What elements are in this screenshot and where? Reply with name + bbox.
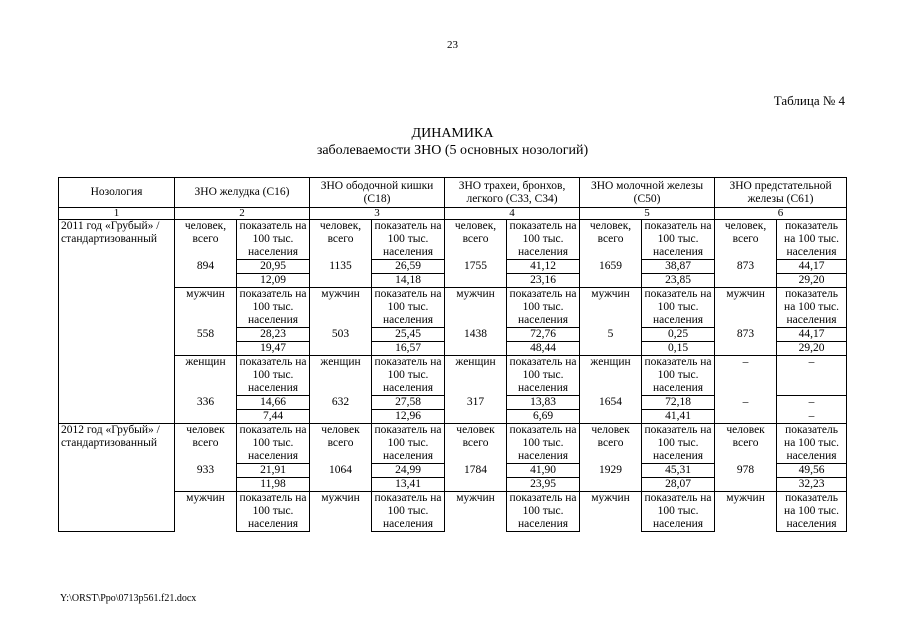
table-row <box>59 288 847 328</box>
column-numbers-row <box>59 208 847 220</box>
rate-label: показатель на 100 тыс. населения <box>642 288 715 328</box>
count-value: 1659 <box>580 260 642 288</box>
column-number: 5 <box>580 208 715 220</box>
group-label: человек, всего <box>175 220 237 260</box>
count-value: 978 <box>715 464 777 492</box>
group-label: человек всего <box>715 424 777 464</box>
dash-cell: – <box>777 396 847 410</box>
year-label: 2011 год «Грубый» / стандартизованный <box>59 220 175 424</box>
table-row <box>59 464 847 478</box>
standardized-rate-value: 11,98 <box>237 478 310 492</box>
column-number: 4 <box>445 208 580 220</box>
rate-label: показатель на 100 тыс. населения <box>507 424 580 464</box>
group-label: мужчин <box>445 288 507 328</box>
standardized-rate-value: 6,69 <box>507 410 580 424</box>
header-col: ЗНО трахеи, бронхов, легкого (С33, С34) <box>445 178 580 208</box>
count-value: 873 <box>715 260 777 288</box>
crude-rate-value: 41,12 <box>507 260 580 274</box>
group-label: мужчин <box>175 288 237 328</box>
header-col: ЗНО молочной железы (С50) <box>580 178 715 208</box>
header-nosology: Нозология <box>59 178 175 208</box>
dash-cell: – <box>777 410 847 424</box>
standardized-rate-value: 32,23 <box>777 478 847 492</box>
table-row <box>59 260 847 274</box>
table-row <box>59 356 847 396</box>
table-row <box>59 492 847 532</box>
standardized-rate-value: 41,41 <box>642 410 715 424</box>
standardized-rate-value: 16,57 <box>372 342 445 356</box>
group-label: женщин <box>445 356 507 396</box>
dash-cell: – <box>715 356 777 396</box>
header-row <box>59 178 847 208</box>
count-value: 5 <box>580 328 642 356</box>
column-number: 2 <box>175 208 310 220</box>
group-label: мужчин <box>715 492 777 532</box>
group-label: человек всего <box>580 424 642 464</box>
document-title: ДИНАМИКА <box>411 126 494 141</box>
standardized-rate-value: 12,96 <box>372 410 445 424</box>
standardized-rate-value: 12,09 <box>237 274 310 288</box>
crude-rate-value: 44,17 <box>777 260 847 274</box>
rate-label: показатель на 100 тыс. населения <box>777 220 847 260</box>
column-number: 3 <box>310 208 445 220</box>
crude-rate-value: 0,25 <box>642 328 715 342</box>
count-value: 1929 <box>580 464 642 492</box>
standardized-rate-value: 23,16 <box>507 274 580 288</box>
crude-rate-value: 26,59 <box>372 260 445 274</box>
document-subtitle: заболеваемости ЗНО (5 основных нозологий) <box>316 143 589 158</box>
group-label: человек, всего <box>310 220 372 260</box>
rate-label: показатель на 100 тыс. населения <box>507 492 580 532</box>
table-label: Таблица № 4 <box>773 93 845 108</box>
table-row <box>59 220 847 260</box>
crude-rate-value: 24,99 <box>372 464 445 478</box>
count-value: 336 <box>175 396 237 424</box>
standardized-rate-value: 29,20 <box>777 274 847 288</box>
count-value: 1438 <box>445 328 507 356</box>
rate-label: показатель на 100 тыс. населения <box>777 492 847 532</box>
crude-rate-value: 72,76 <box>507 328 580 342</box>
rate-label: показатель на 100 тыс. населения <box>372 220 445 260</box>
count-value: 317 <box>445 396 507 424</box>
standardized-rate-value: 29,20 <box>777 342 847 356</box>
group-label: женщин <box>310 356 372 396</box>
rate-label: показатель на 100 тыс. населения <box>372 356 445 396</box>
footer-path: Y:\ORST\Ppo\0713p561.f21.docx <box>60 593 197 604</box>
group-label: человек, всего <box>580 220 642 260</box>
rate-label: показатель на 100 тыс. населения <box>237 220 310 260</box>
crude-rate-value: 27,58 <box>372 396 445 410</box>
group-label: человек всего <box>310 424 372 464</box>
group-label: женщин <box>175 356 237 396</box>
crude-rate-value: 28,23 <box>237 328 310 342</box>
group-label: женщин <box>580 356 642 396</box>
rate-label: показатель на 100 тыс. населения <box>237 288 310 328</box>
rate-label: показатель на 100 тыс. населения <box>777 288 847 328</box>
rate-label: показатель на 100 тыс. населения <box>642 356 715 396</box>
standardized-rate-value: 14,18 <box>372 274 445 288</box>
count-value: 1784 <box>445 464 507 492</box>
standardized-rate-value: 23,85 <box>642 274 715 288</box>
rate-label: показатель на 100 тыс. населения <box>237 492 310 532</box>
rate-label: показатель на 100 тыс. населения <box>507 288 580 328</box>
crude-rate-value: 49,56 <box>777 464 847 478</box>
rate-label: показатель на 100 тыс. населения <box>372 288 445 328</box>
column-number: 6 <box>715 208 847 220</box>
rate-label: показатель на 100 тыс. населения <box>642 424 715 464</box>
dash-cell: – <box>777 356 847 396</box>
standardized-rate-value: 23,95 <box>507 478 580 492</box>
header-col: ЗНО предстательной железы (С61) <box>715 178 847 208</box>
rate-label: показатель на 100 тыс. населения <box>777 424 847 464</box>
header-col: ЗНО желудка (С16) <box>175 178 310 208</box>
standardized-rate-value: 0,15 <box>642 342 715 356</box>
group-label: мужчин <box>445 492 507 532</box>
count-value: 1755 <box>445 260 507 288</box>
page-number: 23 <box>447 39 458 51</box>
group-label: человек всего <box>175 424 237 464</box>
group-label: мужчин <box>580 288 642 328</box>
crude-rate-value: 14,66 <box>237 396 310 410</box>
count-value: 1654 <box>580 396 642 424</box>
rate-label: показатель на 100 тыс. населения <box>237 356 310 396</box>
rate-label: показатель на 100 тыс. населения <box>507 220 580 260</box>
crude-rate-value: 41,90 <box>507 464 580 478</box>
year-label: 2012 год «Грубый» / стандартизованный <box>59 424 175 532</box>
crude-rate-value: 13,83 <box>507 396 580 410</box>
rate-label: показатель на 100 тыс. населения <box>237 424 310 464</box>
group-label: мужчин <box>310 492 372 532</box>
count-value: 933 <box>175 464 237 492</box>
crude-rate-value: 72,18 <box>642 396 715 410</box>
rate-label: показатель на 100 тыс. населения <box>642 492 715 532</box>
rate-label: показатель на 100 тыс. населения <box>642 220 715 260</box>
group-label: мужчин <box>715 288 777 328</box>
count-value: 632 <box>310 396 372 424</box>
group-label: мужчин <box>310 288 372 328</box>
table-body <box>59 178 847 532</box>
standardized-rate-value: 19,47 <box>237 342 310 356</box>
column-number: 1 <box>59 208 175 220</box>
crude-rate-value: 44,17 <box>777 328 847 342</box>
count-value: 894 <box>175 260 237 288</box>
rate-label: показатель на 100 тыс. населения <box>372 492 445 532</box>
group-label: человек, всего <box>715 220 777 260</box>
crude-rate-value: 21,91 <box>237 464 310 478</box>
dash-cell: – <box>715 396 777 424</box>
rate-label: показатель на 100 тыс. населения <box>507 356 580 396</box>
count-value: 873 <box>715 328 777 356</box>
crude-rate-value: 38,87 <box>642 260 715 274</box>
group-label: человек, всего <box>445 220 507 260</box>
standardized-rate-value: 48,44 <box>507 342 580 356</box>
count-value: 1064 <box>310 464 372 492</box>
rate-label: показатель на 100 тыс. населения <box>372 424 445 464</box>
group-label: мужчин <box>580 492 642 532</box>
crude-rate-value: 45,31 <box>642 464 715 478</box>
table-row <box>59 396 847 410</box>
count-value: 503 <box>310 328 372 356</box>
crude-rate-value: 20,95 <box>237 260 310 274</box>
group-label: мужчин <box>175 492 237 532</box>
morbidity-table <box>58 177 847 532</box>
standardized-rate-value: 7,44 <box>237 410 310 424</box>
count-value: 1135 <box>310 260 372 288</box>
crude-rate-value: 25,45 <box>372 328 445 342</box>
standardized-rate-value: 13,41 <box>372 478 445 492</box>
header-col: ЗНО ободочной кишки (С18) <box>310 178 445 208</box>
table-row <box>59 328 847 342</box>
standardized-rate-value: 28,07 <box>642 478 715 492</box>
count-value: 558 <box>175 328 237 356</box>
group-label: человек всего <box>445 424 507 464</box>
table-row <box>59 424 847 464</box>
